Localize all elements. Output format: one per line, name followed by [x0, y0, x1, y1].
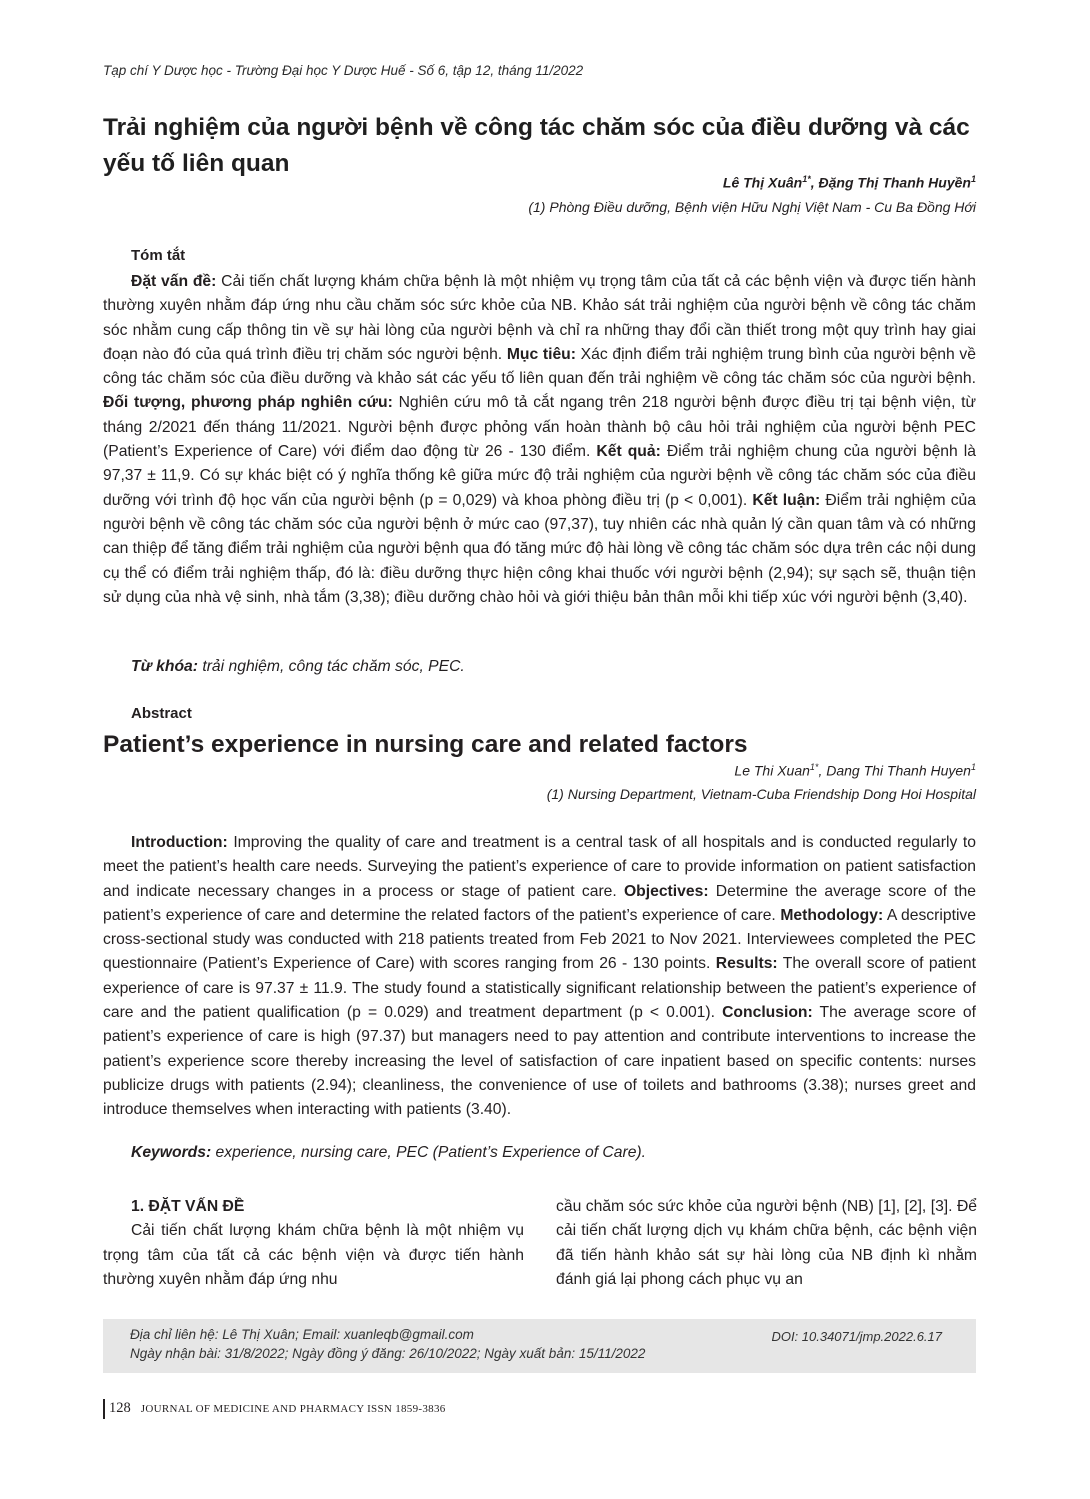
summary-label-results: Kết quả:	[596, 443, 661, 461]
summary-label-methods: Đối tượng, phương pháp nghiên cứu:	[103, 394, 393, 412]
keywords-text: trải nghiệm, công tác chăm sóc, PEC.	[197, 658, 465, 675]
abstract-methodology-text: A descriptive cross-sectional study was conducted with 218 patients treated from Feb 2021 to Nov 2021. Interviewees completed the PEC questionnaire (Patient’s Experience of Care) with scores ranging from 26 - 130 points.	[103, 906, 976, 973]
body-paragraph: cầu chăm sóc sức khỏe của người bệnh (NB) [1], [2], [3]. Để cải tiến chất lượng dịch vụ khám chữa bệnh, các bệnh viện đã tiến hành khảo sát sự hài lòng của NB định kì nhằm đánh giá lại phong cách phục vụ an	[556, 1198, 977, 1288]
page-footer	[109, 1400, 446, 1417]
summary-methods-text: Nghiên cứu mô tả cắt ngang trên 218 người bệnh được điều trị tại bệnh viện, từ tháng 2/2021 đến tháng 11/2021. Người bệnh được phỏng vấn hoàn thành bộ câu hỏi trải nghiệm của người bệnh PEC (Patient’s Experience of Care) với điểm dao động từ 26 - 130 điểm.	[103, 394, 976, 461]
page-number-rule	[103, 1399, 105, 1419]
author-sup: 1	[970, 762, 976, 772]
abstract-heading: Abstract	[131, 705, 192, 722]
author-name: Le Thi Xuan	[734, 762, 810, 779]
abstract-introduction-text: Improving the quality of care and treatment is a central task of all hospitals and is conducted regularly to meet the patient’s health care needs. Surveying the patient’s experience of care to provide information on patient satisfaction and indicate necessary changes in a process or stage of patient care.	[103, 834, 976, 900]
journal-header: Tạp chí Y Dược học - Trường Đại học Y Dược Huế - Số 6, tập 12, tháng 11/2022	[103, 63, 584, 78]
authors-english	[734, 762, 976, 779]
authors-vietnamese	[723, 174, 976, 191]
author-sup: 1*	[802, 174, 811, 184]
summary-results-text: Điểm trải nghiệm chung của người bệnh là 97,37 ± 11,9. Có sự khác biệt có ý nghĩa thống kê giữa mức độ trải nghiệm của người bệnh về công tác chăm sóc của điều dưỡng với trình độ học vấn của người bệnh (p = 0,029) và khoa phòng điều trị (p < 0,001).	[103, 443, 977, 509]
summary-conclusion-text: Điểm trải nghiệm của người bệnh về công tác chăm sóc của người bệnh ở mức cao (97,37), tuy nhiên các nhà quản lý cần quan tâm và có những can thiệp để tăng điểm trải nghiệm của người bệnh qua đó tăng mức độ hài lòng về công tác chăm sóc dựa trên các nội dung cụ thể có điểm trải nghiệm thấp, đó là: điều dưỡng thực hiện công khai thuốc với người bệnh (2,94); sự sạch sẽ, thuận tiện sử dụng của nhà vệ sinh, nhà tắm (3,38); điều dưỡng chào hỏi và giới thiệu bản thân mỗi khi tiếp xúc với người bệnh (3,40).	[103, 491, 977, 606]
summary-heading: Tóm tắt	[131, 247, 186, 264]
summary-label-background: Đặt vấn đề:	[131, 273, 217, 290]
author-separator: ,	[810, 174, 819, 191]
summary-label-conclusion: Kết luận:	[752, 491, 821, 509]
doi: DOI: 10.34071/jmp.2022.6.17	[771, 1329, 942, 1344]
summary-body	[103, 270, 976, 610]
author-name: Đặng Thị Thanh Huyền	[818, 174, 971, 191]
keywords-english	[131, 1144, 646, 1162]
article-title-vietnamese: Trải nghiệm của người bệnh về công tác chăm sóc của điều dưỡng và các yếu tố liên quan	[103, 114, 970, 177]
keywords-label: Từ khóa:	[131, 658, 198, 675]
page-number: 128	[109, 1400, 131, 1416]
author-sup: 1	[970, 174, 976, 184]
abstract-conclusion-text: The average score of patient’s experience of care is high (97.37) but managers need to pay attention and contribute interventions to increase the patient’s experience score thereby increasing the level of satisfaction of care inpatient based on specific contents: nurses publicize drugs with patients (2.94); cleanliness, the convenience of use of toilets and bathrooms (3.38); nurses greet and introduce themselves when interacting with patients (3.40).	[103, 1004, 976, 1119]
author-separator: ,	[818, 762, 827, 779]
author-sup: 1*	[809, 762, 819, 772]
abstract-results-text: The overall score of patient experience of care is 97.37 ± 11.9. The study found a statistically significant relationship between the patient’s experience of care and the patient qualification (p = 0.029) and treatment department (p < 0.001).	[103, 955, 976, 1022]
body-column-right	[556, 1195, 977, 1292]
contact-info: Địa chỉ liên hệ: Lê Thị Xuân; Email: xuanleqb@gmail.com	[130, 1327, 474, 1342]
summary-background-text: Cải tiến chất lượng khám chữa bệnh là một nhiệm vụ trọng tâm của tất cả các bệnh viện và được tiến hành thường xuyên nhằm đáp ứng nhu cầu chăm sóc sức khỏe của NB. Khảo sát trải nghiệm của người bệnh về công tác chăm sóc nhằm cung cấp thông tin về sự hài lòng của người bệnh và chỉ ra những thay đổi cần thiết trong một quy trình hay giai đoạn nào đó của quá trình điều trị chăm sóc người bệnh.	[103, 273, 976, 363]
affiliation-vietnamese: (1) Phòng Điều dưỡng, Bệnh viện Hữu Nghị Việt Nam - Cu Ba Đồng Hới	[528, 199, 976, 215]
publication-dates: Ngày nhận bài: 31/8/2022; Ngày đồng ý đăng: 26/10/2022; Ngày xuất bản: 15/11/2022	[130, 1346, 646, 1361]
article-title-english: Patient’s experience in nursing care and related factors	[103, 731, 748, 758]
keywords-text: experience, nursing care, PEC (Patient’s Experience of Care).	[211, 1144, 647, 1161]
summary-label-objectives: Mục tiêu:	[506, 345, 576, 363]
abstract-label-results: Results:	[715, 955, 778, 973]
author-name: Dang Thi Thanh Huyen	[826, 762, 971, 779]
abstract-objectives-text: Determine the average score of the patient’s experience of care and determine the related factors of the patient’s experience of care.	[103, 882, 976, 924]
body-paragraph: Cải tiến chất lượng khám chữa bệnh là một nhiệm vụ trọng tâm của tất cả các bệnh viện và được tiến hành thường xuyên nhằm đáp ứng nhu	[103, 1222, 524, 1288]
abstract-body	[103, 831, 976, 1123]
keywords-vietnamese	[131, 658, 465, 676]
affiliation-english: (1) Nursing Department, Vietnam-Cuba Friendship Dong Hoi Hospital	[546, 786, 976, 802]
keywords-label: Keywords:	[131, 1144, 212, 1161]
correspondence-box	[103, 1319, 976, 1373]
abstract-label-conclusion: Conclusion:	[722, 1004, 813, 1022]
summary-objectives-text: Xác định điểm trải nghiệm trung bình của người bệnh về công tác chăm sóc của điều dưỡng và khảo sát các yếu tố liên quan đến trải nghiệm về công tác chăm sóc của người bệnh.	[103, 345, 976, 388]
abstract-label-introduction: Introduction:	[131, 834, 228, 851]
journal-name: JOURNAL OF MEDICINE AND PHARMACY ISSN 1859-3836	[140, 1403, 446, 1415]
author-name: Lê Thị Xuân	[722, 174, 803, 191]
section-heading: 1. ĐẶT VẤN ĐỀ	[131, 1198, 245, 1215]
body-column-left	[103, 1195, 524, 1292]
abstract-label-objectives: Objectives:	[623, 882, 709, 900]
abstract-label-methodology: Methodology:	[780, 906, 884, 924]
